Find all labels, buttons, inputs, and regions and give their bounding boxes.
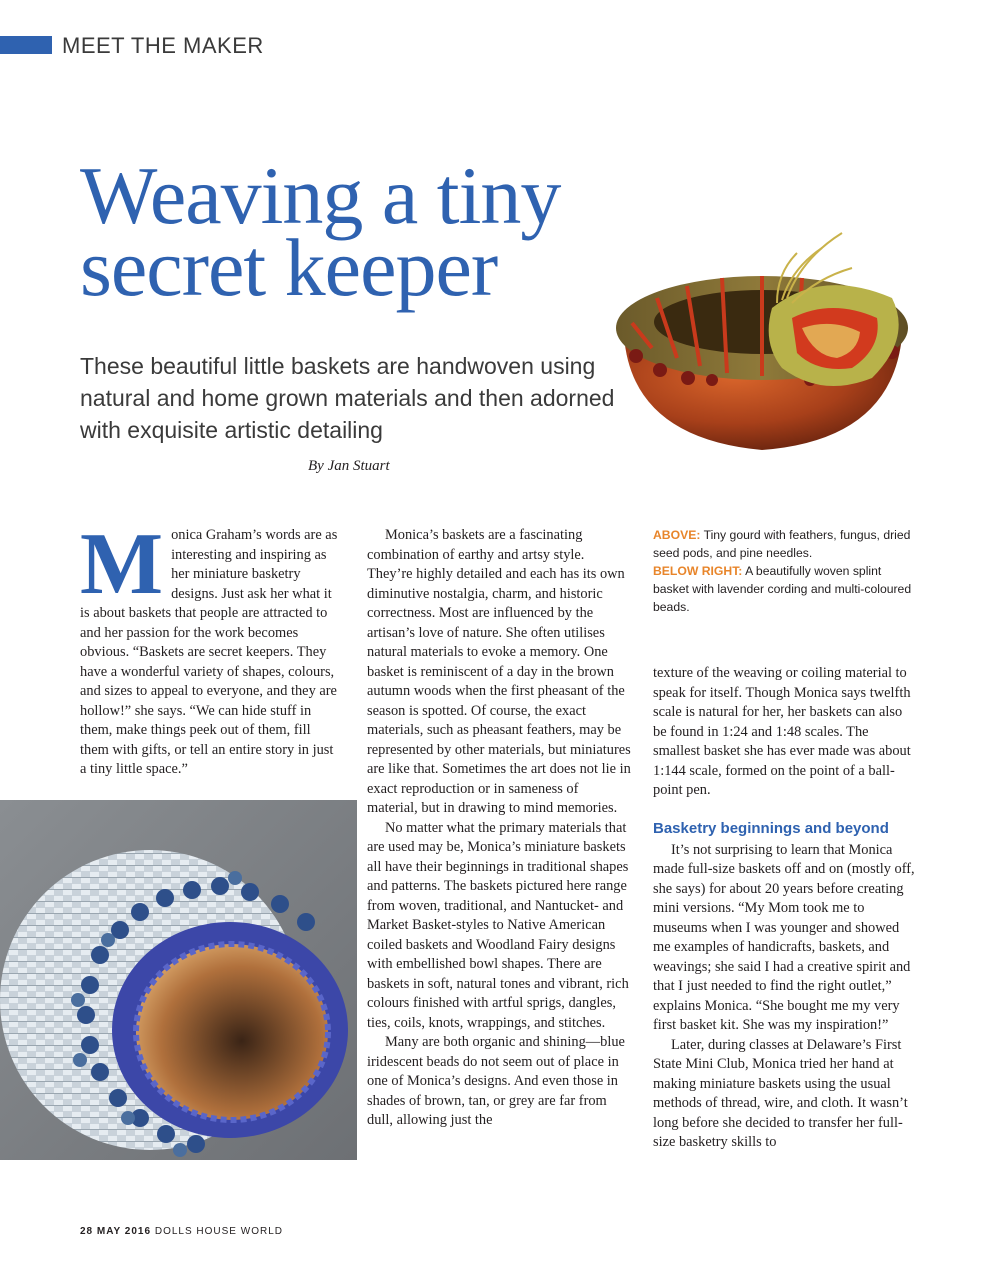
caption-below-right: [653, 562, 915, 616]
section-marker: [0, 36, 52, 54]
article-column-1: [80, 516, 338, 780]
caption-above-text: Tiny gourd with feathers, fungus, dried seed pods, and pine needles.: [653, 528, 911, 560]
section-label: MEET THE MAKER: [62, 33, 264, 58]
woven-basket-image: [0, 800, 357, 1160]
page-footer: [80, 1226, 283, 1237]
article-column-3: [653, 664, 915, 1153]
section-subhead: Basketry beginnings and beyond: [653, 819, 889, 837]
photo-captions: [653, 526, 915, 616]
body-paragraph: Monica’s baskets are a fascinating combination of earthy and artsy style. They’re highly detailed and each has its own diminutive nostalgia, charm, and historic correctness. Most are influenced by the artisan’s love of nature. She often utilises natural materials to evoke a memory. One basket is reminiscent of a day in the brown autumn woods when the first pheasant of the season is spotted. Of course, the exact materials, such as pheasant feathers, may be represented by other materials, but miniatures are like that. Sometimes the art does not lie in exact reproduction or in sameness of material, but in drawing to mind memories.: [367, 527, 631, 816]
drop-cap: M: [80, 516, 164, 613]
caption-below-right-text: A beautifully woven splint basket with lavender cording and multi-coloured beads.: [653, 564, 912, 614]
byline: By Jan Stuart: [308, 458, 390, 474]
headline: [80, 150, 680, 313]
body-paragraph: Later, during classes at Delaware’s First State Mini Club, Monica tried her hand at making miniature baskets using the usual methods of thread, wire, and cloth. It wasn’t long before she decided to transfer her full-size basketry skills to: [653, 1036, 908, 1150]
article-column-2: [367, 526, 632, 1131]
caption-below-right-label: BELOW RIGHT:: [653, 564, 743, 578]
body-paragraph: No matter what the primary materials that are used may be, Monica’s miniature baskets all have their beginnings in traditional shapes and patterns. The baskets pictured here range from woven, traditional, and Nantucket- and Market Basket-styles to Native American coiled baskets and Woodland Fairy designs with embellished bowl shapes. There are baskets in soft, natural tones and vibrant, rich colours finished with artful sprigs, dangles, ties, coils, knots, wrappings, and stitches.: [367, 819, 629, 1031]
headline-line-1: Weaving a tiny: [80, 150, 561, 241]
body-paragraph: onica Graham’s words are as interesting and inspiring as her miniature basketry designs. Just ask her what it is about baskets that people are attracted to and her passion for the work becomes obvious. “Baskets are secret keepers. They have a wonderful variety of shapes, colours, and sizes to appeal to everyone, and they are hollow!” she says. “We can hide stuff in them, make things peek out of them, fill them with gifts, or tell an entire story in just a tiny little space.”: [80, 527, 338, 777]
magazine-name: DOLLS HOUSE WORLD: [154, 1226, 283, 1237]
body-paragraph: texture of the weaving or coiling material to speak for itself. Though Monica says twelfth scale is natural for her, her baskets can also be found in 1:24 and 1:48 scales. The smallest basket she has ever made was about 1:144 scale, formed on the point of a ball-point pen.: [653, 665, 911, 798]
caption-above: [653, 526, 915, 562]
headline-line-2: secret keeper: [80, 222, 498, 313]
caption-above-label: ABOVE:: [653, 528, 701, 542]
standfirst: These beautiful little baskets are handwoven using natural and home grown materials and then adorned with exquisite artistic detailing: [80, 353, 615, 443]
gourd-basket-image: [602, 228, 928, 458]
body-paragraph: Many are both organic and shining—blue iridescent beads do not seem out of place in one of Monica’s designs. And even those in shades of brown, tan, or grey are far from dull, allowing just the: [367, 1034, 625, 1128]
page-number: 28: [80, 1226, 94, 1237]
issue-date: MAY 2016: [96, 1226, 152, 1237]
body-paragraph: It’s not surprising to learn that Monica made full-size baskets off and on (mostly off, she says) for about 20 years before creating mini versions. “My Mom took me to museums when I was younger and showed me examples of handicrafts, baskets, and weavings; she said I had a creative spirit and that I just needed to find the right outlet,” explains Monica. “She bought me my very first basket kit. She was my inspiration!”: [653, 841, 915, 1033]
